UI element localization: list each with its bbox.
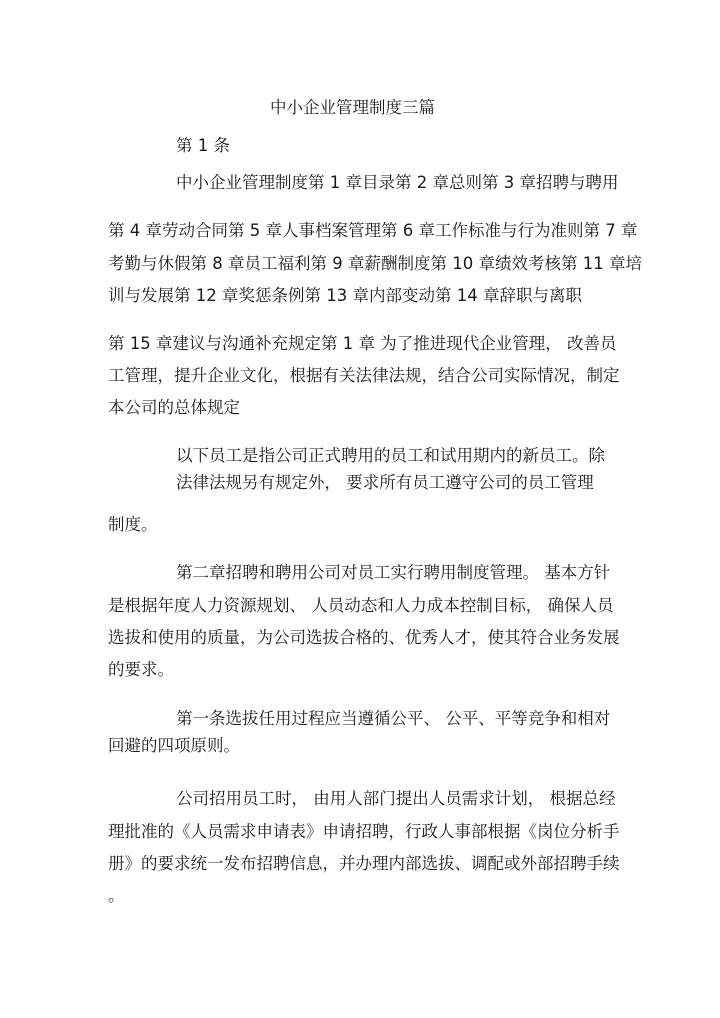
text-line: 制度。: [108, 515, 158, 534]
text-line: 第 1 条: [176, 136, 230, 155]
text-line: 中小企业管理制度第 1 章目录第 2 章总则第 3 章招聘与聘用: [176, 173, 619, 192]
text-line: 第 15 章建议与沟通补充规定第 1 章 为了推进现代企业管理， 改善员: [108, 334, 617, 353]
text-line: 本公司的总体规定: [108, 398, 240, 417]
text-line: 工管理，提升企业文化，根据有关法律法规，结合公司实际情况，制定: [108, 366, 620, 385]
text-line: 理批准的《人员需求申请表》申请招聘，行政人事部根据《岗位分析手: [108, 822, 620, 841]
text-line: 选拔和使用的质量，为公司选拔合格的、优秀人才，使其符合业务发展: [108, 628, 620, 647]
text-line: 训与发展第 12 章奖惩条例第 13 章内部变动第 14 章辞职与离职: [108, 286, 582, 305]
document-title: 中小企业管理制度三篇: [270, 98, 435, 117]
text-line: 的要求。: [108, 660, 174, 679]
text-line: 。: [108, 886, 125, 905]
text-line: 第一条选拔任用过程应当遵循公平、 公平、平等竞争和相对: [176, 709, 611, 728]
text-line: 是根据年度人力资源规划、 人员动态和人力成本控制目标， 确保人员: [108, 596, 614, 615]
text-line: 法律法规另有规定外， 要求所有员工遵守公司的员工管理: [176, 473, 594, 492]
text-line: 公司招用员工时， 由用人部门提出人员需求计划， 根据总经: [176, 789, 616, 808]
text-line: 回避的四项原则。: [108, 736, 240, 755]
text-line: 册》的要求统一发布招聘信息，并办理内部选拔、调配或外部招聘手续: [108, 854, 620, 873]
text-line: 第 4 章劳动合同第 5 章人事档案管理第 6 章工作标准与行为准则第 7 章: [108, 221, 638, 240]
text-line: 考勤与休假第 8 章员工福利第 9 章薪酬制度第 10 章绩效考核第 11 章培: [108, 254, 642, 273]
text-line: 以下员工是指公司正式聘用的员工和试用期内的新员工。除: [176, 446, 605, 465]
text-line: 第二章招聘和聘用公司对员工实行聘用制度管理。 基本方针: [176, 563, 611, 582]
